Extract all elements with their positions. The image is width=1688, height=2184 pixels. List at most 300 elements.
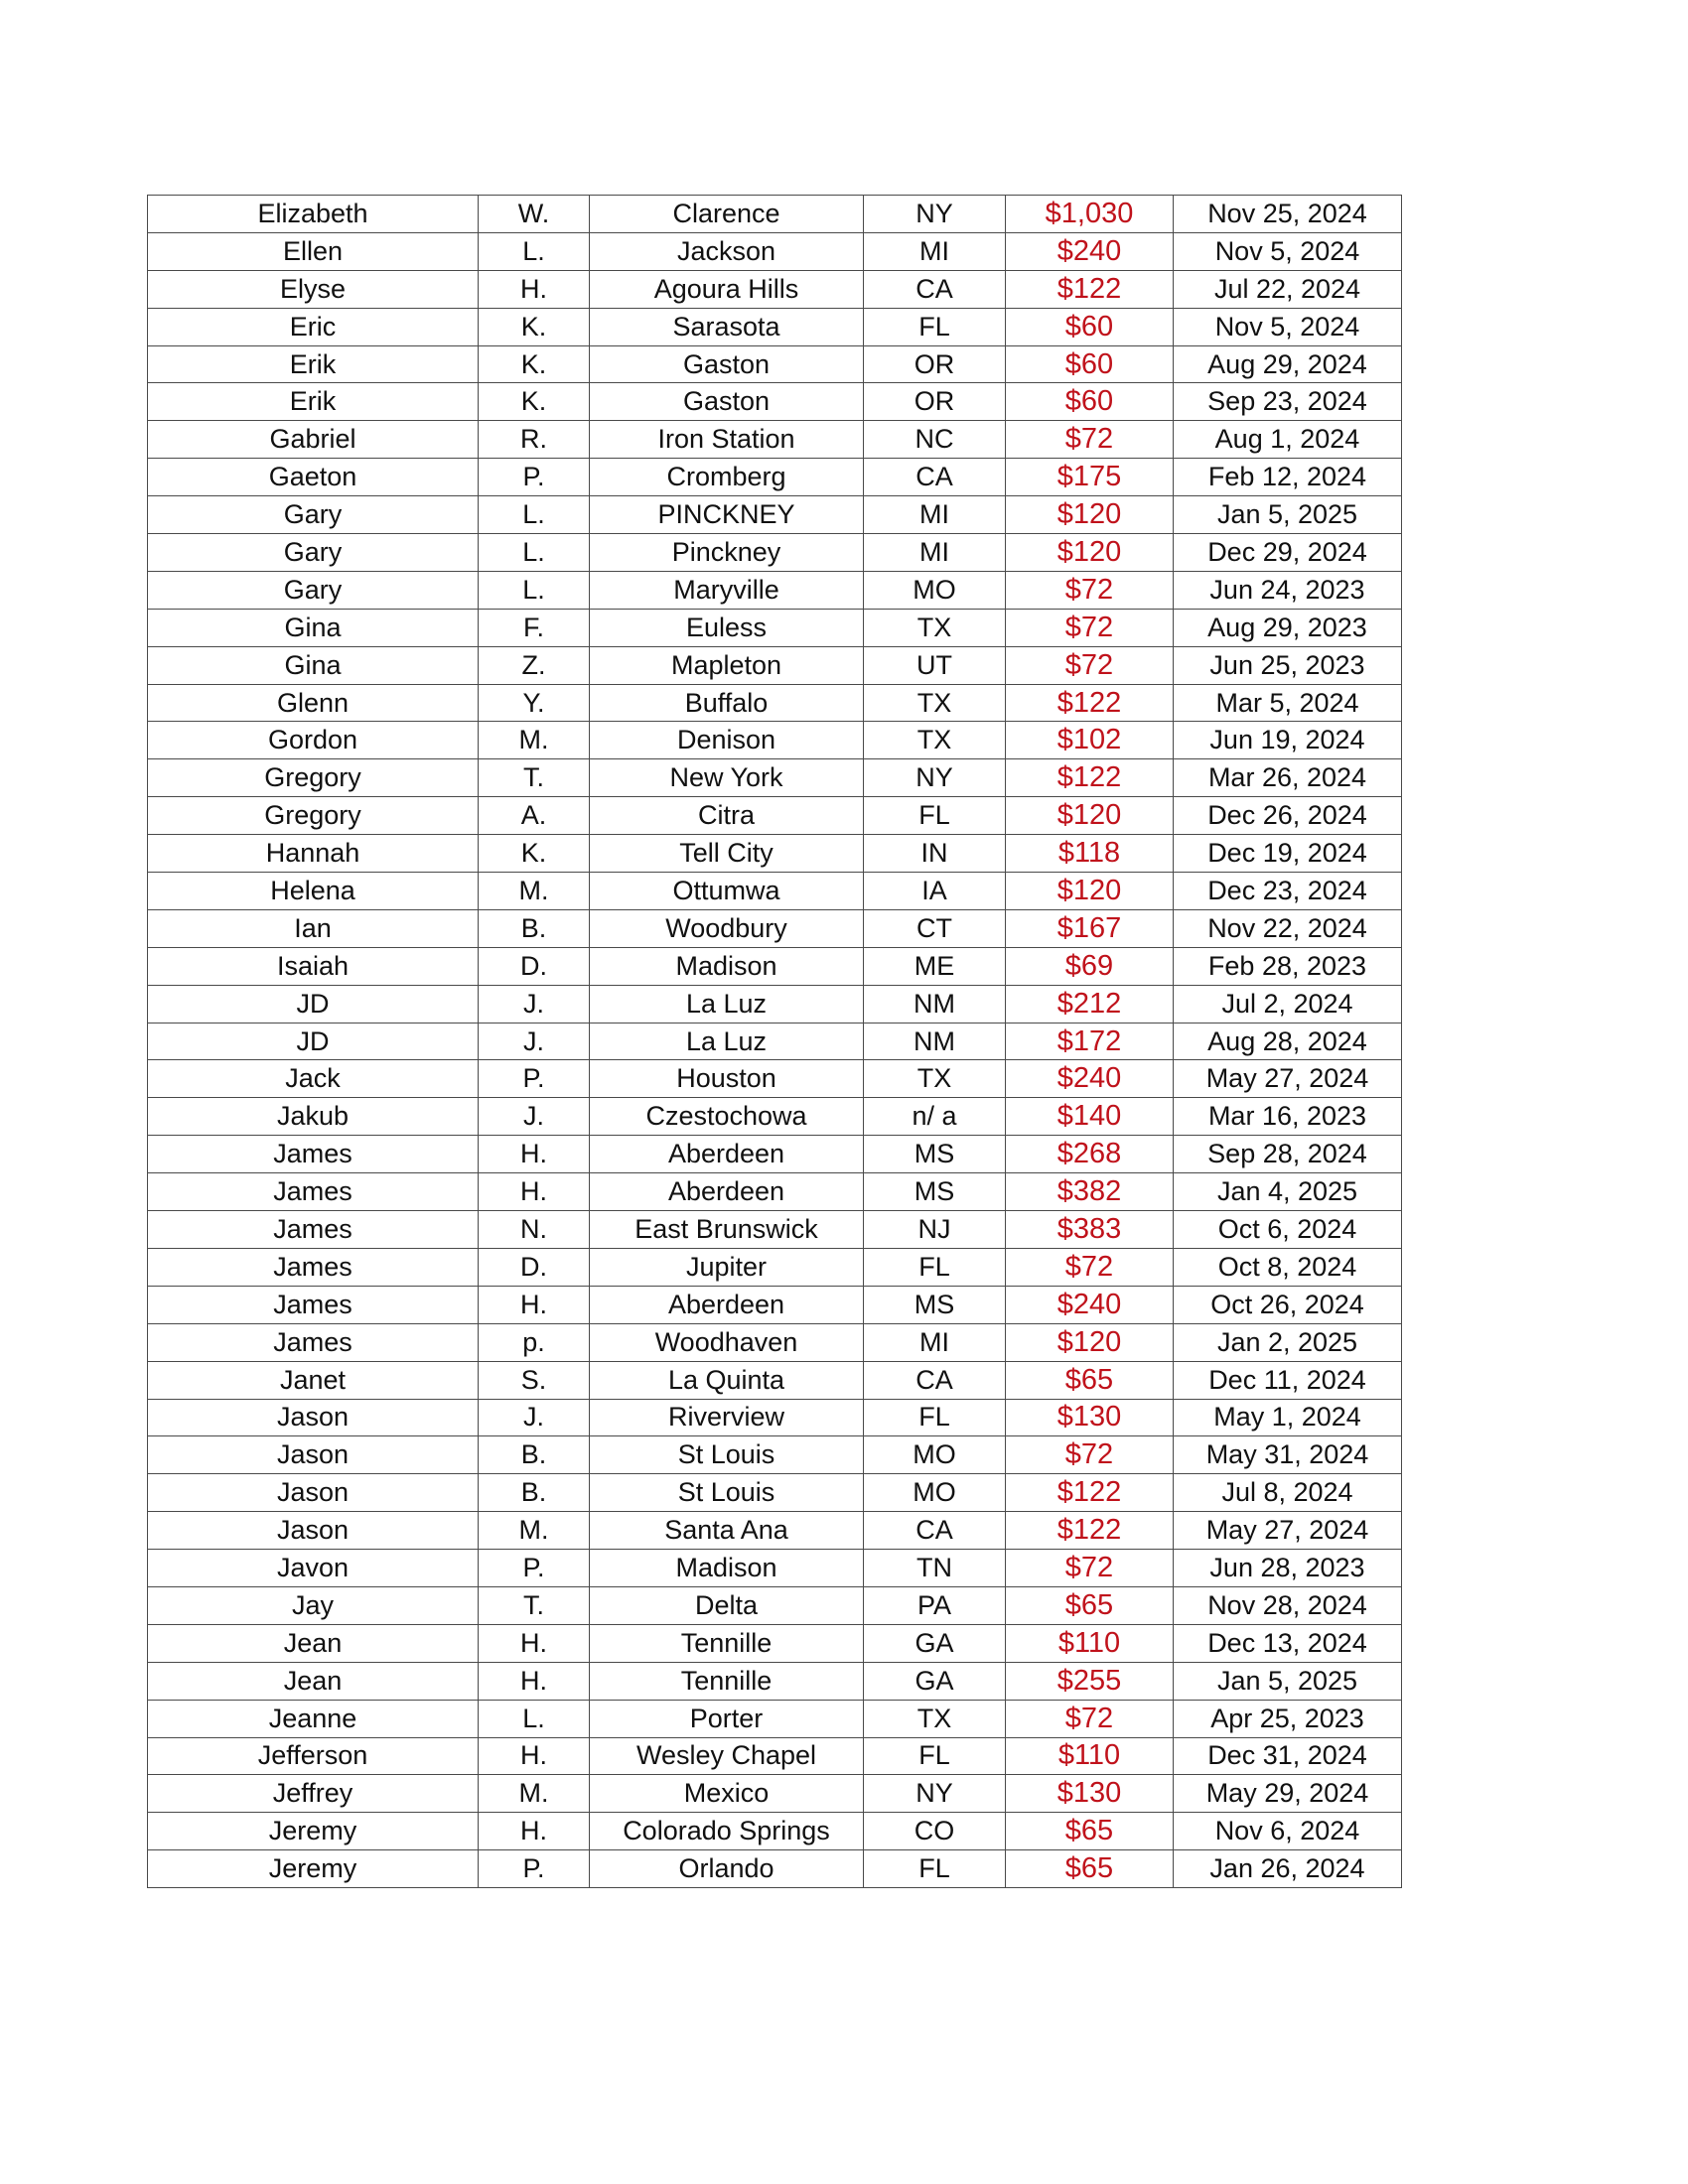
first-name-cell: Jason: [148, 1436, 479, 1474]
last-initial-cell: H.: [479, 1737, 590, 1775]
state-cell: MO: [864, 571, 1006, 609]
table-row: [148, 873, 1402, 910]
date-cell: Apr 25, 2023: [1174, 1700, 1402, 1737]
city-cell: Gaston: [590, 383, 864, 421]
table-row: [148, 835, 1402, 873]
amount-cell: $120: [1006, 1323, 1174, 1361]
table-row: [148, 1211, 1402, 1249]
last-initial-cell: L.: [479, 496, 590, 534]
last-initial-cell: H.: [479, 1173, 590, 1211]
table-row: [148, 421, 1402, 459]
date-cell: Nov 25, 2024: [1174, 196, 1402, 233]
table-row: [148, 459, 1402, 496]
state-cell: FL: [864, 1248, 1006, 1286]
city-cell: Tell City: [590, 835, 864, 873]
city-cell: La Luz: [590, 1023, 864, 1060]
state-cell: IA: [864, 873, 1006, 910]
last-initial-cell: B.: [479, 1436, 590, 1474]
state-cell: FL: [864, 1737, 1006, 1775]
date-cell: Aug 1, 2024: [1174, 421, 1402, 459]
state-cell: NM: [864, 1023, 1006, 1060]
last-initial-cell: T.: [479, 1586, 590, 1624]
first-name-cell: Gary: [148, 534, 479, 572]
city-cell: Madison: [590, 947, 864, 985]
table-row: [148, 1813, 1402, 1850]
date-cell: Sep 23, 2024: [1174, 383, 1402, 421]
state-cell: FL: [864, 308, 1006, 345]
last-initial-cell: Y.: [479, 684, 590, 722]
state-cell: TX: [864, 684, 1006, 722]
amount-cell: $72: [1006, 609, 1174, 646]
table-row: [148, 1399, 1402, 1436]
table-row: [148, 345, 1402, 383]
city-cell: Agoura Hills: [590, 270, 864, 308]
last-initial-cell: B.: [479, 1474, 590, 1512]
amount-cell: $268: [1006, 1136, 1174, 1173]
date-cell: Dec 19, 2024: [1174, 835, 1402, 873]
table-row: [148, 1098, 1402, 1136]
date-cell: Oct 26, 2024: [1174, 1286, 1402, 1323]
state-cell: NY: [864, 1775, 1006, 1813]
table-row: [148, 759, 1402, 797]
first-name-cell: Jeremy: [148, 1850, 479, 1888]
first-name-cell: Javon: [148, 1550, 479, 1587]
last-initial-cell: H.: [479, 270, 590, 308]
first-name-cell: Ian: [148, 909, 479, 947]
last-initial-cell: Z.: [479, 646, 590, 684]
amount-cell: $122: [1006, 1512, 1174, 1550]
state-cell: NY: [864, 759, 1006, 797]
date-cell: Nov 5, 2024: [1174, 308, 1402, 345]
date-cell: Oct 8, 2024: [1174, 1248, 1402, 1286]
city-cell: Cromberg: [590, 459, 864, 496]
table-row: [148, 1737, 1402, 1775]
amount-cell: $110: [1006, 1624, 1174, 1662]
state-cell: PA: [864, 1586, 1006, 1624]
amount-cell: $65: [1006, 1813, 1174, 1850]
city-cell: Mapleton: [590, 646, 864, 684]
table-row: [148, 1248, 1402, 1286]
amount-cell: $69: [1006, 947, 1174, 985]
city-cell: Madison: [590, 1550, 864, 1587]
amount-cell: $118: [1006, 835, 1174, 873]
first-name-cell: Erik: [148, 345, 479, 383]
first-name-cell: James: [148, 1136, 479, 1173]
table-row: [148, 1662, 1402, 1700]
table-row: [148, 947, 1402, 985]
table-row: [148, 571, 1402, 609]
state-cell: OR: [864, 383, 1006, 421]
city-cell: Delta: [590, 1586, 864, 1624]
amount-cell: $240: [1006, 1060, 1174, 1098]
first-name-cell: Gary: [148, 571, 479, 609]
table-row: [148, 308, 1402, 345]
table-row: [148, 646, 1402, 684]
date-cell: Mar 16, 2023: [1174, 1098, 1402, 1136]
table-row: [148, 1023, 1402, 1060]
table-row: [148, 1474, 1402, 1512]
state-cell: FL: [864, 1399, 1006, 1436]
first-name-cell: Gordon: [148, 722, 479, 759]
state-cell: TX: [864, 1700, 1006, 1737]
first-name-cell: Ellen: [148, 232, 479, 270]
table-row: [148, 909, 1402, 947]
amount-cell: $72: [1006, 1248, 1174, 1286]
last-initial-cell: P.: [479, 1550, 590, 1587]
last-initial-cell: P.: [479, 1850, 590, 1888]
date-cell: Jan 5, 2025: [1174, 496, 1402, 534]
donor-table-container: [147, 195, 1402, 1888]
date-cell: Aug 29, 2024: [1174, 345, 1402, 383]
amount-cell: $172: [1006, 1023, 1174, 1060]
state-cell: TX: [864, 609, 1006, 646]
first-name-cell: JD: [148, 985, 479, 1023]
first-name-cell: Elyse: [148, 270, 479, 308]
amount-cell: $140: [1006, 1098, 1174, 1136]
date-cell: Nov 28, 2024: [1174, 1586, 1402, 1624]
city-cell: Maryville: [590, 571, 864, 609]
amount-cell: $65: [1006, 1850, 1174, 1888]
last-initial-cell: K.: [479, 383, 590, 421]
first-name-cell: Jason: [148, 1399, 479, 1436]
city-cell: Jupiter: [590, 1248, 864, 1286]
date-cell: Dec 13, 2024: [1174, 1624, 1402, 1662]
table-row: [148, 609, 1402, 646]
city-cell: St Louis: [590, 1436, 864, 1474]
state-cell: NY: [864, 196, 1006, 233]
table-row: [148, 1060, 1402, 1098]
date-cell: Mar 5, 2024: [1174, 684, 1402, 722]
state-cell: MI: [864, 496, 1006, 534]
amount-cell: $120: [1006, 797, 1174, 835]
amount-cell: $110: [1006, 1737, 1174, 1775]
first-name-cell: Jean: [148, 1662, 479, 1700]
last-initial-cell: M.: [479, 873, 590, 910]
table-row: [148, 1173, 1402, 1211]
date-cell: Dec 23, 2024: [1174, 873, 1402, 910]
amount-cell: $72: [1006, 1436, 1174, 1474]
last-initial-cell: H.: [479, 1286, 590, 1323]
table-row: [148, 232, 1402, 270]
last-initial-cell: H.: [479, 1624, 590, 1662]
last-initial-cell: L.: [479, 534, 590, 572]
city-cell: Tennille: [590, 1624, 864, 1662]
first-name-cell: James: [148, 1211, 479, 1249]
table-row: [148, 1512, 1402, 1550]
amount-cell: $122: [1006, 759, 1174, 797]
state-cell: FL: [864, 1850, 1006, 1888]
last-initial-cell: A.: [479, 797, 590, 835]
state-cell: CT: [864, 909, 1006, 947]
amount-cell: $1,030: [1006, 196, 1174, 233]
first-name-cell: James: [148, 1248, 479, 1286]
last-initial-cell: F.: [479, 609, 590, 646]
table-row: [148, 722, 1402, 759]
amount-cell: $255: [1006, 1662, 1174, 1700]
first-name-cell: Jack: [148, 1060, 479, 1098]
first-name-cell: Hannah: [148, 835, 479, 873]
table-row: [148, 196, 1402, 233]
city-cell: Euless: [590, 609, 864, 646]
first-name-cell: Gina: [148, 609, 479, 646]
table-row: [148, 383, 1402, 421]
last-initial-cell: K.: [479, 308, 590, 345]
date-cell: Jun 19, 2024: [1174, 722, 1402, 759]
city-cell: Pinckney: [590, 534, 864, 572]
first-name-cell: Janet: [148, 1361, 479, 1399]
first-name-cell: Jason: [148, 1474, 479, 1512]
date-cell: May 1, 2024: [1174, 1399, 1402, 1436]
amount-cell: $60: [1006, 308, 1174, 345]
last-initial-cell: T.: [479, 759, 590, 797]
last-initial-cell: L.: [479, 232, 590, 270]
state-cell: TX: [864, 722, 1006, 759]
last-initial-cell: W.: [479, 196, 590, 233]
first-name-cell: JD: [148, 1023, 479, 1060]
first-name-cell: Jakub: [148, 1098, 479, 1136]
city-cell: Orlando: [590, 1850, 864, 1888]
last-initial-cell: N.: [479, 1211, 590, 1249]
city-cell: Aberdeen: [590, 1173, 864, 1211]
last-initial-cell: H.: [479, 1662, 590, 1700]
table-row: [148, 496, 1402, 534]
date-cell: Nov 5, 2024: [1174, 232, 1402, 270]
table-row: [148, 1624, 1402, 1662]
date-cell: May 31, 2024: [1174, 1436, 1402, 1474]
first-name-cell: Jean: [148, 1624, 479, 1662]
last-initial-cell: M.: [479, 722, 590, 759]
table-row: [148, 1286, 1402, 1323]
state-cell: CO: [864, 1813, 1006, 1850]
last-initial-cell: J.: [479, 1098, 590, 1136]
last-initial-cell: p.: [479, 1323, 590, 1361]
state-cell: MS: [864, 1286, 1006, 1323]
first-name-cell: Gaeton: [148, 459, 479, 496]
amount-cell: $130: [1006, 1399, 1174, 1436]
first-name-cell: Gregory: [148, 797, 479, 835]
city-cell: La Quinta: [590, 1361, 864, 1399]
city-cell: Tennille: [590, 1662, 864, 1700]
first-name-cell: Jay: [148, 1586, 479, 1624]
state-cell: MO: [864, 1436, 1006, 1474]
amount-cell: $120: [1006, 873, 1174, 910]
amount-cell: $65: [1006, 1586, 1174, 1624]
first-name-cell: Gary: [148, 496, 479, 534]
amount-cell: $72: [1006, 571, 1174, 609]
last-initial-cell: H.: [479, 1813, 590, 1850]
date-cell: Jul 8, 2024: [1174, 1474, 1402, 1512]
date-cell: Dec 29, 2024: [1174, 534, 1402, 572]
state-cell: MI: [864, 534, 1006, 572]
first-name-cell: Jason: [148, 1512, 479, 1550]
date-cell: Jun 28, 2023: [1174, 1550, 1402, 1587]
state-cell: UT: [864, 646, 1006, 684]
city-cell: Woodhaven: [590, 1323, 864, 1361]
date-cell: May 27, 2024: [1174, 1512, 1402, 1550]
first-name-cell: Isaiah: [148, 947, 479, 985]
date-cell: Jun 24, 2023: [1174, 571, 1402, 609]
amount-cell: $60: [1006, 383, 1174, 421]
first-name-cell: Glenn: [148, 684, 479, 722]
state-cell: NJ: [864, 1211, 1006, 1249]
state-cell: FL: [864, 797, 1006, 835]
amount-cell: $240: [1006, 1286, 1174, 1323]
state-cell: MI: [864, 232, 1006, 270]
state-cell: IN: [864, 835, 1006, 873]
city-cell: Porter: [590, 1700, 864, 1737]
date-cell: Jan 4, 2025: [1174, 1173, 1402, 1211]
table-row: [148, 1323, 1402, 1361]
first-name-cell: James: [148, 1323, 479, 1361]
last-initial-cell: H.: [479, 1136, 590, 1173]
last-initial-cell: R.: [479, 421, 590, 459]
amount-cell: $130: [1006, 1775, 1174, 1813]
city-cell: Houston: [590, 1060, 864, 1098]
date-cell: Jan 26, 2024: [1174, 1850, 1402, 1888]
city-cell: Jackson: [590, 232, 864, 270]
table-row: [148, 1775, 1402, 1813]
city-cell: Czestochowa: [590, 1098, 864, 1136]
city-cell: Gaston: [590, 345, 864, 383]
amount-cell: $72: [1006, 1550, 1174, 1587]
last-initial-cell: K.: [479, 835, 590, 873]
first-name-cell: Jeffrey: [148, 1775, 479, 1813]
table-row: [148, 1550, 1402, 1587]
date-cell: Feb 12, 2024: [1174, 459, 1402, 496]
table-row: [148, 270, 1402, 308]
city-cell: Riverview: [590, 1399, 864, 1436]
last-initial-cell: P.: [479, 1060, 590, 1098]
city-cell: Ottumwa: [590, 873, 864, 910]
city-cell: Buffalo: [590, 684, 864, 722]
state-cell: NM: [864, 985, 1006, 1023]
date-cell: Aug 28, 2024: [1174, 1023, 1402, 1060]
state-cell: CA: [864, 1361, 1006, 1399]
amount-cell: $122: [1006, 684, 1174, 722]
date-cell: Jul 22, 2024: [1174, 270, 1402, 308]
state-cell: TN: [864, 1550, 1006, 1587]
last-initial-cell: S.: [479, 1361, 590, 1399]
first-name-cell: Elizabeth: [148, 196, 479, 233]
state-cell: CA: [864, 459, 1006, 496]
amount-cell: $120: [1006, 534, 1174, 572]
amount-cell: $167: [1006, 909, 1174, 947]
city-cell: Sarasota: [590, 308, 864, 345]
city-cell: Santa Ana: [590, 1512, 864, 1550]
amount-cell: $72: [1006, 421, 1174, 459]
amount-cell: $120: [1006, 496, 1174, 534]
last-initial-cell: D.: [479, 947, 590, 985]
last-initial-cell: J.: [479, 1023, 590, 1060]
table-row: [148, 985, 1402, 1023]
amount-cell: $122: [1006, 270, 1174, 308]
last-initial-cell: J.: [479, 1399, 590, 1436]
last-initial-cell: K.: [479, 345, 590, 383]
state-cell: MS: [864, 1173, 1006, 1211]
table-row: [148, 1586, 1402, 1624]
city-cell: Woodbury: [590, 909, 864, 947]
table-row: [148, 1136, 1402, 1173]
last-initial-cell: M.: [479, 1775, 590, 1813]
city-cell: Colorado Springs: [590, 1813, 864, 1850]
city-cell: New York: [590, 759, 864, 797]
donor-table-body: [148, 196, 1402, 1888]
date-cell: Sep 28, 2024: [1174, 1136, 1402, 1173]
first-name-cell: Jefferson: [148, 1737, 479, 1775]
first-name-cell: Gina: [148, 646, 479, 684]
date-cell: Dec 31, 2024: [1174, 1737, 1402, 1775]
state-cell: OR: [864, 345, 1006, 383]
date-cell: May 27, 2024: [1174, 1060, 1402, 1098]
date-cell: Nov 6, 2024: [1174, 1813, 1402, 1850]
amount-cell: $383: [1006, 1211, 1174, 1249]
table-row: [148, 1700, 1402, 1737]
city-cell: La Luz: [590, 985, 864, 1023]
amount-cell: $212: [1006, 985, 1174, 1023]
last-initial-cell: J.: [479, 985, 590, 1023]
table-row: [148, 1361, 1402, 1399]
first-name-cell: Jeanne: [148, 1700, 479, 1737]
first-name-cell: Erik: [148, 383, 479, 421]
amount-cell: $240: [1006, 232, 1174, 270]
state-cell: MI: [864, 1323, 1006, 1361]
city-cell: Aberdeen: [590, 1136, 864, 1173]
last-initial-cell: L.: [479, 571, 590, 609]
date-cell: Dec 11, 2024: [1174, 1361, 1402, 1399]
city-cell: Wesley Chapel: [590, 1737, 864, 1775]
city-cell: St Louis: [590, 1474, 864, 1512]
state-cell: MS: [864, 1136, 1006, 1173]
donor-table: [147, 195, 1402, 1888]
date-cell: Oct 6, 2024: [1174, 1211, 1402, 1249]
last-initial-cell: L.: [479, 1700, 590, 1737]
city-cell: Citra: [590, 797, 864, 835]
table-row: [148, 534, 1402, 572]
amount-cell: $175: [1006, 459, 1174, 496]
amount-cell: $72: [1006, 1700, 1174, 1737]
last-initial-cell: P.: [479, 459, 590, 496]
first-name-cell: James: [148, 1173, 479, 1211]
city-cell: PINCKNEY: [590, 496, 864, 534]
first-name-cell: Eric: [148, 308, 479, 345]
first-name-cell: Jeremy: [148, 1813, 479, 1850]
first-name-cell: Gabriel: [148, 421, 479, 459]
city-cell: Aberdeen: [590, 1286, 864, 1323]
state-cell: MO: [864, 1474, 1006, 1512]
city-cell: East Brunswick: [590, 1211, 864, 1249]
state-cell: n/ a: [864, 1098, 1006, 1136]
table-row: [148, 1850, 1402, 1888]
amount-cell: $102: [1006, 722, 1174, 759]
date-cell: Jan 2, 2025: [1174, 1323, 1402, 1361]
last-initial-cell: B.: [479, 909, 590, 947]
table-row: [148, 797, 1402, 835]
date-cell: May 29, 2024: [1174, 1775, 1402, 1813]
state-cell: GA: [864, 1624, 1006, 1662]
date-cell: Dec 26, 2024: [1174, 797, 1402, 835]
date-cell: Aug 29, 2023: [1174, 609, 1402, 646]
first-name-cell: James: [148, 1286, 479, 1323]
state-cell: NC: [864, 421, 1006, 459]
state-cell: CA: [864, 270, 1006, 308]
date-cell: Jan 5, 2025: [1174, 1662, 1402, 1700]
state-cell: CA: [864, 1512, 1006, 1550]
amount-cell: $65: [1006, 1361, 1174, 1399]
date-cell: Nov 22, 2024: [1174, 909, 1402, 947]
city-cell: Denison: [590, 722, 864, 759]
date-cell: Mar 26, 2024: [1174, 759, 1402, 797]
amount-cell: $72: [1006, 646, 1174, 684]
